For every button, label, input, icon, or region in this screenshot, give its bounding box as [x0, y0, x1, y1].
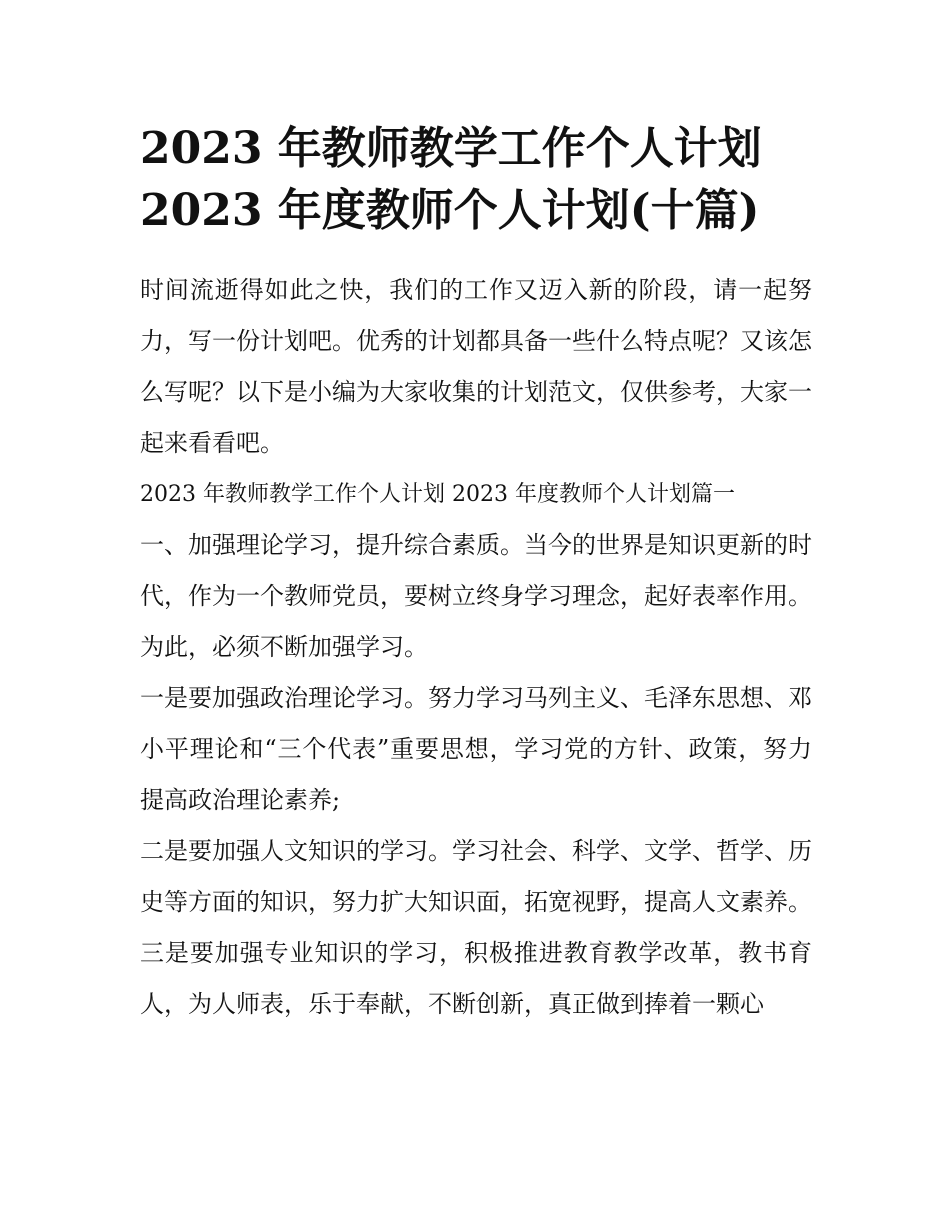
body-paragraph-1: 一、加强理论学习，提升综合素质。当今的世界是知识更新的时代，作为一个教师党员，要树立终身学习理念，起好表率作用。为此，必须不断加强学习。: [140, 531, 812, 661]
intro-paragraph: 时间流逝得如此之快，我们的工作又迈入新的阶段，请一起努力，写一份计划吧。优秀的计划都具备一些什么特点呢？又该怎么写呢？以下是小编为大家收集的计划范文，仅供参考，大家一起来看看吧。: [140, 276, 812, 457]
body-paragraph-4: 三是要加强专业知识的学习，积极推进教育教学改革，教书育人，为人师表，乐于奉献，不断创新，真正做到捧着一颗心: [140, 939, 812, 1018]
body-paragraph-3: 二是要加强人文知识的学习。学习社会、科学、文学、哲学、历史等方面的知识，努力扩大知识面，拓宽视野，提高人文素养。: [140, 837, 812, 916]
title-line-2: 2023 年度教师个人计划(十篇): [140, 185, 760, 236]
document-body: [140, 118, 812, 1030]
section-heading: 2023 年教师教学工作个人计划 2023 年度教师个人计划篇一: [140, 482, 735, 507]
body-paragraph-2: 一是要加强政治理论学习。努力学习马列主义、毛泽东思想、邓小平理论和“三个代表”重要思想，学习党的方针、政策，努力提高政治理论素养;: [140, 684, 812, 814]
title-line-1: 2023 年教师教学工作个人计划: [140, 123, 762, 174]
document-title: [140, 118, 812, 242]
